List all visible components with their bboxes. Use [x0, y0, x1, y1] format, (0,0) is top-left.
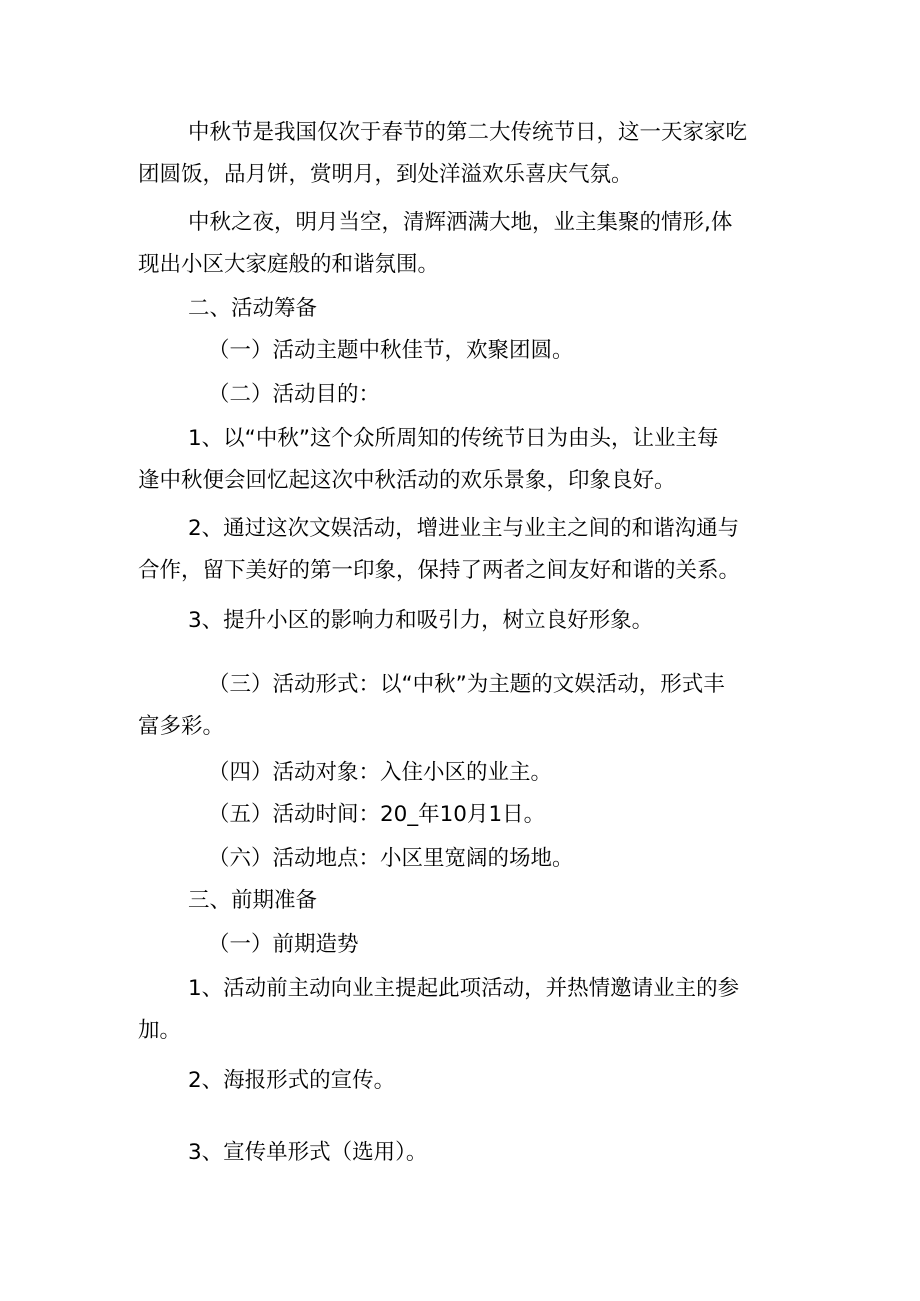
section-heading: 二、活动筹备 [188, 296, 318, 321]
list-item-line: 1、以“中秋”这个众所周知的传统节日为由头，让业主每 [188, 426, 719, 451]
paragraph-line: 中秋节是我国仅次于春节的第二大传统节日，这一天家家吃 [188, 120, 748, 145]
paragraph-line: 团圆饭，品月饼，赏明月，到处洋溢欢乐喜庆气氛。 [138, 162, 633, 187]
subsection-heading: （六）活动地点：小区里宽阔的场地。 [208, 846, 574, 871]
list-item-line: 3、提升小区的影响力和吸引力，树立良好形象。 [188, 608, 654, 633]
subsection-heading: （一）前期造势 [208, 932, 359, 957]
list-item-line: 3、宣传单形式（选用）。 [188, 1140, 428, 1165]
list-item-line: 合作，留下美好的第一印象，保持了两者之间友好和谐的关系。 [138, 558, 741, 583]
subsection-heading: （五）活动时间：20_年10月1日。 [208, 802, 546, 827]
subsection-heading: （一）活动主题中秋佳节，欢聚团圆。 [208, 338, 574, 363]
list-item-line: 1、活动前主动向业主提起此项活动，并热情邀请业主的参 [188, 976, 740, 1001]
subsection-heading: （二）活动目的： [208, 382, 381, 407]
list-item-line: 逢中秋便会回忆起这次中秋活动的欢乐景象，印象良好。 [138, 468, 676, 493]
paragraph-line: 富多彩。 [138, 714, 225, 739]
list-item-line: 加。 [138, 1018, 182, 1043]
section-heading: 三、前期准备 [188, 888, 318, 913]
paragraph-line: 现出小区大家庭般的和谐氛围。 [138, 252, 440, 277]
list-item-line: 2、海报形式的宣传。 [188, 1068, 396, 1093]
subsection-heading: （三）活动形式：以“中秋”为主题的文娱活动，形式丰 [208, 672, 725, 697]
paragraph-line: 中秋之夜，明月当空，清辉洒满大地，业主集聚的情形,体 [188, 210, 733, 235]
list-item-line: 2、通过这次文娱活动，增进业主与业主之间的和谐沟通与 [188, 516, 740, 541]
subsection-heading: （四）活动对象：入住小区的业主。 [208, 760, 553, 785]
